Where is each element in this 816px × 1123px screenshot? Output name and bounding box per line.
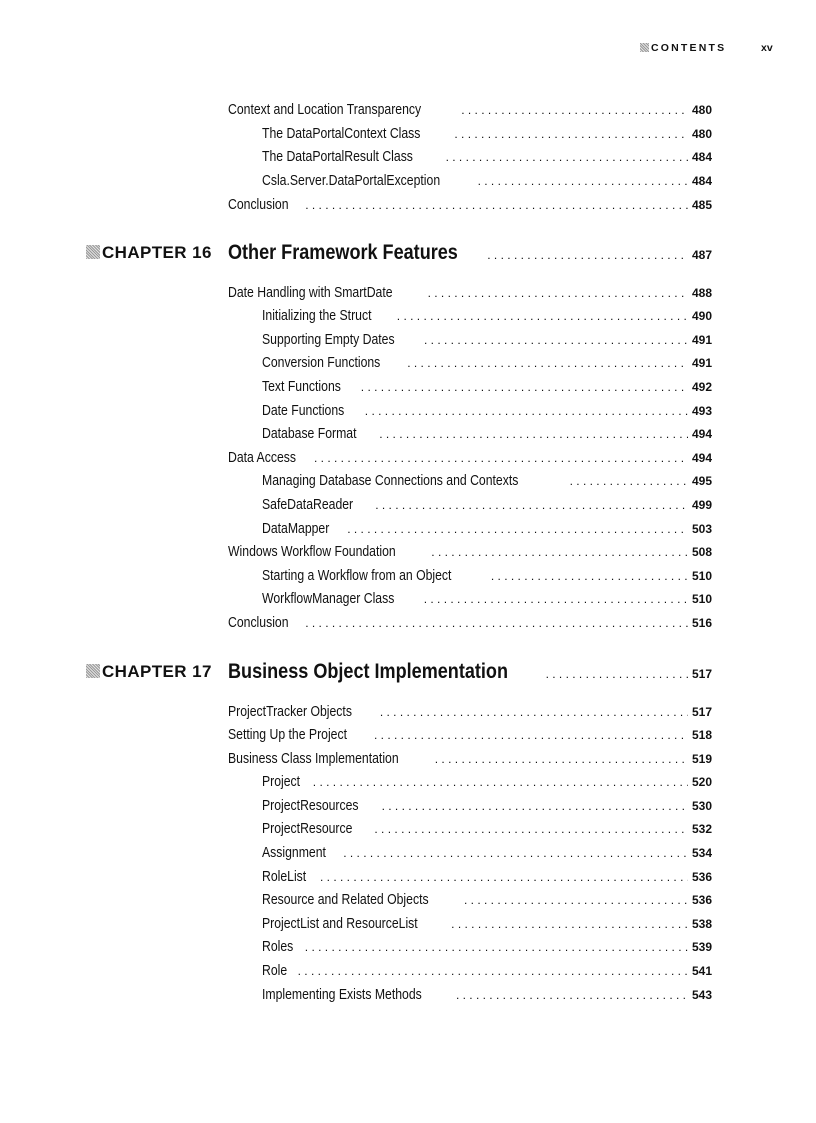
toc-entry[interactable] (228, 726, 712, 744)
chapter-page: 517 (691, 667, 712, 681)
chapter-17-title[interactable] (228, 660, 712, 684)
toc-entry[interactable] (262, 148, 712, 166)
toc-entry-title: Windows Workflow Foundation (228, 544, 396, 560)
toc-entry-page: 510 (691, 592, 712, 606)
toc-entry[interactable] (228, 284, 712, 302)
chapter-mark-icon (86, 245, 100, 259)
section-mark-icon (640, 43, 649, 52)
toc-entry[interactable] (262, 472, 712, 490)
toc-entry-page: 534 (691, 846, 712, 860)
toc-entry-title: Project (262, 774, 301, 790)
toc-entry[interactable] (262, 773, 712, 791)
toc-entry-page: 488 (691, 286, 712, 300)
dot-leader (313, 773, 688, 791)
running-head (0, 42, 816, 56)
toc-entry-title: The DataPortalResult Class (262, 149, 413, 165)
toc-entry-page: 493 (691, 404, 712, 418)
toc-entry-page: 480 (691, 127, 712, 141)
dot-leader (446, 148, 688, 166)
toc-entry-page: 499 (691, 498, 712, 512)
dot-leader (546, 662, 688, 686)
dot-leader (454, 125, 688, 143)
toc-entry-page: 519 (691, 752, 712, 766)
toc-entry-page: 494 (691, 451, 712, 465)
toc-entry[interactable] (262, 590, 712, 608)
toc-entry-title: ProjectList and ResourceList (262, 916, 418, 932)
toc-entry[interactable] (262, 331, 712, 349)
dot-leader (365, 402, 688, 420)
toc-entry[interactable] (262, 520, 712, 538)
toc-entry[interactable] (262, 820, 712, 838)
dot-leader (397, 307, 688, 325)
dot-leader (320, 868, 688, 886)
dot-leader (424, 331, 688, 349)
chapter-title-text: Business Object Implementation (228, 660, 508, 683)
toc-entry-title: SafeDataReader (262, 497, 354, 513)
chapter-16-label (86, 243, 212, 263)
dot-leader (570, 472, 688, 490)
toc-entry-title: DataMapper (262, 521, 330, 537)
dot-leader (343, 844, 688, 862)
toc-entry-title: Conversion Functions (262, 355, 381, 371)
toc-entry-page: 539 (691, 940, 712, 954)
dot-leader (305, 196, 688, 214)
toc-entry[interactable] (262, 891, 712, 909)
dot-leader (298, 962, 688, 980)
toc-entry-page: 494 (691, 427, 712, 441)
dot-leader (374, 820, 688, 838)
toc-entry[interactable] (228, 449, 712, 467)
dot-leader (305, 938, 688, 956)
toc-entry-title: ProjectResource (262, 821, 353, 837)
toc-entry-title: Csla.Server.DataPortalException (262, 173, 441, 189)
toc-entry-title: Business Class Implementation (228, 751, 399, 767)
chapter-17-label (86, 662, 212, 682)
dot-leader (375, 496, 688, 514)
dot-leader (424, 590, 688, 608)
toc-entry[interactable] (262, 797, 712, 815)
toc-entry[interactable] (262, 496, 712, 514)
toc-entry[interactable] (228, 703, 712, 721)
toc-entry-page: 484 (691, 174, 712, 188)
toc-entry-page: 510 (691, 569, 712, 583)
toc-entry[interactable] (262, 567, 712, 585)
running-head-section-label: CONTENTS (651, 42, 727, 54)
running-head-page-number: xv (761, 42, 773, 54)
toc-entry-page: 541 (691, 964, 712, 978)
toc-entry-title: Roles (262, 939, 294, 955)
chapter-17-label-text: CHAPTER 17 (102, 662, 212, 681)
dot-leader (461, 101, 688, 119)
toc-entry-title: Conclusion (228, 615, 289, 631)
toc-entry-page: 490 (691, 309, 712, 323)
toc-entry-page: 536 (691, 870, 712, 884)
toc-entry-title: Implementing Exists Methods (262, 987, 422, 1003)
toc-entry-page: 492 (691, 380, 712, 394)
dot-leader (314, 449, 688, 467)
toc-entry[interactable] (262, 938, 712, 956)
toc-entry-title: Date Functions (262, 403, 345, 419)
toc-entry[interactable] (262, 986, 712, 1004)
toc-entry-title: Setting Up the Project (228, 727, 347, 743)
dot-leader (464, 891, 688, 909)
chapter-mark-icon (86, 664, 100, 678)
toc-entry-page: 517 (691, 705, 712, 719)
toc-entry-page: 484 (691, 150, 712, 164)
toc-entry-title: Starting a Workflow from an Object (262, 568, 452, 584)
toc-entry[interactable] (262, 172, 712, 190)
toc-entry-title: Initializing the Struct (262, 308, 372, 324)
dot-leader (435, 750, 688, 768)
dot-leader (478, 172, 688, 190)
toc-entry-page: 532 (691, 822, 712, 836)
dot-leader (361, 378, 688, 396)
dot-leader (428, 284, 688, 302)
toc-entry[interactable] (228, 196, 712, 214)
toc-entry-page: 491 (691, 356, 712, 370)
toc-entry-title: Date Handling with SmartDate (228, 285, 393, 301)
toc-entry[interactable] (262, 962, 712, 980)
toc-entry-page: 520 (691, 775, 712, 789)
toc-entry-page: 495 (691, 474, 712, 488)
toc-entry-title: Managing Database Connections and Contexts (262, 473, 519, 489)
toc-entry-page: 491 (691, 333, 712, 347)
toc-entry[interactable] (262, 844, 712, 862)
toc-entry[interactable] (228, 614, 712, 632)
toc-entry-title: WorkflowManager Class (262, 591, 395, 607)
toc-entry-title: Assignment (262, 845, 326, 861)
toc-entry-title: ProjectResources (262, 798, 359, 814)
toc-entry[interactable] (262, 378, 712, 396)
toc-entry-page: 538 (691, 917, 712, 931)
toc-entry[interactable] (262, 125, 712, 143)
toc-entry-title: Database Format (262, 426, 357, 442)
toc-entry-page: 480 (691, 103, 712, 117)
toc-entry[interactable] (262, 868, 712, 886)
toc-entry-title: Text Functions (262, 379, 341, 395)
dot-leader (382, 797, 688, 815)
running-head-section (640, 42, 726, 54)
toc-entry-page: 503 (691, 522, 712, 536)
toc-entry-title: Role (262, 963, 288, 979)
chapter-16-label-text: CHAPTER 16 (102, 243, 212, 262)
dot-leader (407, 354, 688, 372)
toc-entry-page: 508 (691, 545, 712, 559)
toc-entry-page: 536 (691, 893, 712, 907)
toc-entry-title: The DataPortalContext Class (262, 126, 421, 142)
toc-entry-title: Data Access (228, 450, 296, 466)
chapter-16-title[interactable] (228, 241, 712, 265)
dot-leader (380, 703, 688, 721)
dot-leader (374, 726, 688, 744)
dot-leader (305, 614, 688, 632)
dot-leader (431, 543, 688, 561)
toc-entry-page: 485 (691, 198, 712, 212)
dot-leader (379, 425, 688, 443)
dot-leader (487, 243, 688, 267)
chapter-title-text: Other Framework Features (228, 241, 458, 264)
toc-entry-title: Conclusion (228, 197, 289, 213)
dot-leader (451, 915, 688, 933)
toc-entry-page: 518 (691, 728, 712, 742)
toc-entry-title: Context and Location Transparency (228, 102, 422, 118)
toc-entry-title: RoleList (262, 869, 307, 885)
toc-entry-page: 516 (691, 616, 712, 630)
toc-entry[interactable] (262, 307, 712, 325)
toc-entry-title: ProjectTracker Objects (228, 704, 352, 720)
toc-entry-title: Resource and Related Objects (262, 892, 429, 908)
toc-entry-page: 530 (691, 799, 712, 813)
toc-entry[interactable] (228, 101, 712, 119)
toc-entry-title: Supporting Empty Dates (262, 332, 395, 348)
toc-entry[interactable] (262, 915, 712, 933)
dot-leader (491, 567, 688, 585)
toc-entry[interactable] (228, 543, 712, 561)
chapter-page: 487 (691, 248, 712, 262)
dot-leader (347, 520, 688, 538)
toc-entry[interactable] (228, 750, 712, 768)
toc-entry[interactable] (262, 425, 712, 443)
dot-leader (456, 986, 688, 1004)
toc-entry[interactable] (262, 354, 712, 372)
toc-entry[interactable] (262, 402, 712, 420)
toc-entry-page: 543 (691, 988, 712, 1002)
